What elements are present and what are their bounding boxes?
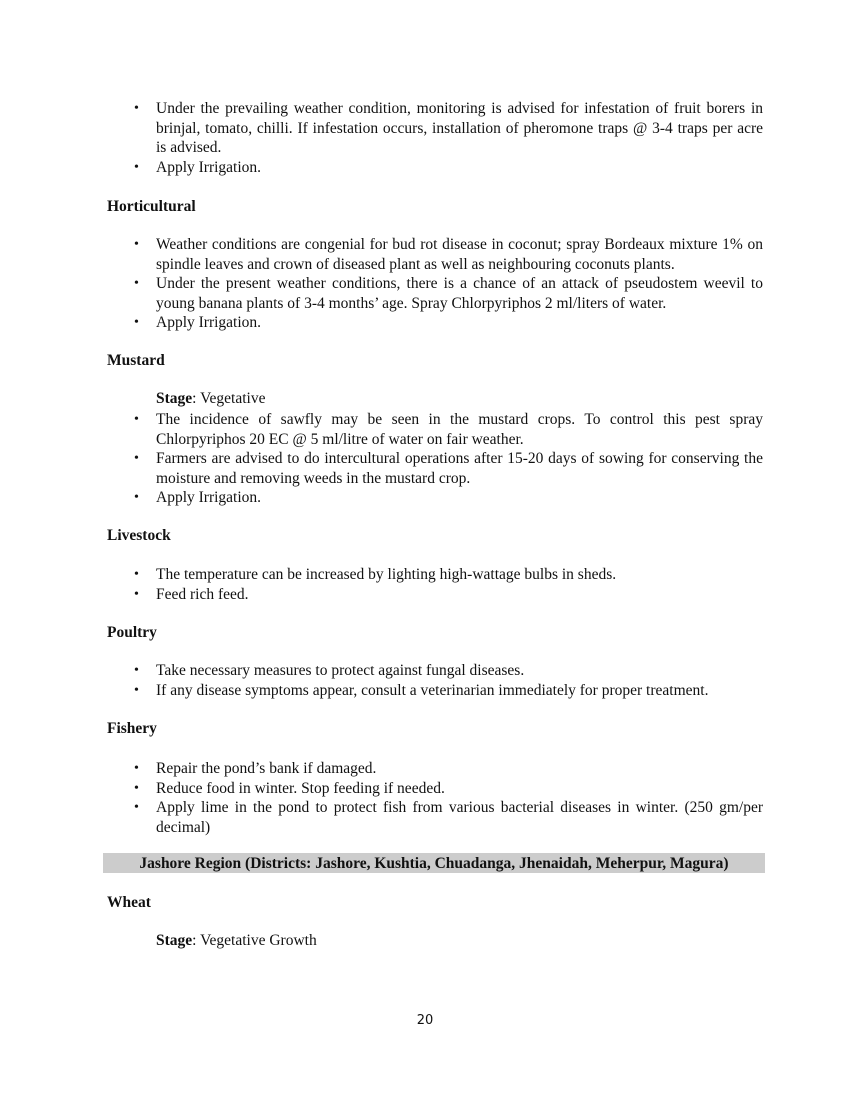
stage-label: Stage: [156, 932, 193, 949]
list-item: • Repair the pond’s bank if damaged.: [107, 759, 763, 779]
stage-value: : Vegetative: [192, 390, 266, 407]
list-item: • Apply Irrigation.: [107, 158, 763, 178]
stage-value: : Vegetative Growth: [192, 932, 317, 949]
list-item: • Under the prevailing weather condition, monitoring is advised for infestation of fruit borers in brinjal, tomato, chilli. If infestation occurs, installation of pheromone traps @ 3-4 traps per acre is advised.: [107, 99, 763, 158]
top-bullet-list: [107, 99, 763, 177]
section-heading-livestock: Livestock: [107, 527, 171, 544]
list-item: • The incidence of sawfly may be seen in the mustard crops. To control this pest spray Chlorpyriphos 20 EC @ 5 ml/litre of water on fair weather.: [107, 410, 763, 449]
page-number: 20: [416, 1013, 434, 1028]
region-banner: Jashore Region (Districts: Jashore, Kushtia, Chuadanga, Jhenaidah, Meherpur, Magura): [103, 853, 765, 873]
wheat-stage: [156, 931, 317, 951]
horticultural-list: [107, 235, 763, 333]
livestock-list: [107, 565, 763, 604]
list-item: • Feed rich feed.: [107, 585, 763, 605]
list-item: • Weather conditions are congenial for bud rot disease in coconut; spray Bordeaux mixture 1% on spindle leaves and crown of diseased plant as well as neighbouring coconuts plants.: [107, 235, 763, 274]
section-heading-fishery: Fishery: [107, 720, 157, 737]
section-heading-wheat: Wheat: [107, 894, 151, 911]
section-heading-horticultural: Horticultural: [107, 198, 196, 215]
section-heading-mustard: Mustard: [107, 352, 165, 369]
list-item: • Apply Irrigation.: [107, 488, 763, 508]
poultry-list: [107, 661, 763, 700]
list-item: • If any disease symptoms appear, consult a veterinarian immediately for proper treatment.: [107, 681, 763, 701]
list-item: • Apply Irrigation.: [107, 313, 763, 333]
mustard-list: [107, 410, 763, 508]
list-item: • Reduce food in winter. Stop feeding if needed.: [107, 779, 763, 799]
list-item: • The temperature can be increased by lighting high-wattage bulbs in sheds.: [107, 565, 763, 585]
mustard-stage: [156, 389, 266, 409]
section-heading-poultry: Poultry: [107, 624, 157, 641]
fishery-list: [107, 759, 763, 837]
stage-label: Stage: [156, 390, 193, 407]
list-item: • Take necessary measures to protect against fungal diseases.: [107, 661, 763, 681]
list-item: • Under the present weather conditions, there is a chance of an attack of pseudostem weevil to young banana plants of 3-4 months’ age. Spray Chlorpyriphos 2 ml/liters of water.: [107, 274, 763, 313]
list-item: • Apply lime in the pond to protect fish from various bacterial diseases in winter. (250 gm/per decimal): [107, 798, 763, 837]
list-item: • Farmers are advised to do intercultural operations after 15-20 days of sowing for conserving the moisture and removing weeds in the mustard crop.: [107, 449, 763, 488]
